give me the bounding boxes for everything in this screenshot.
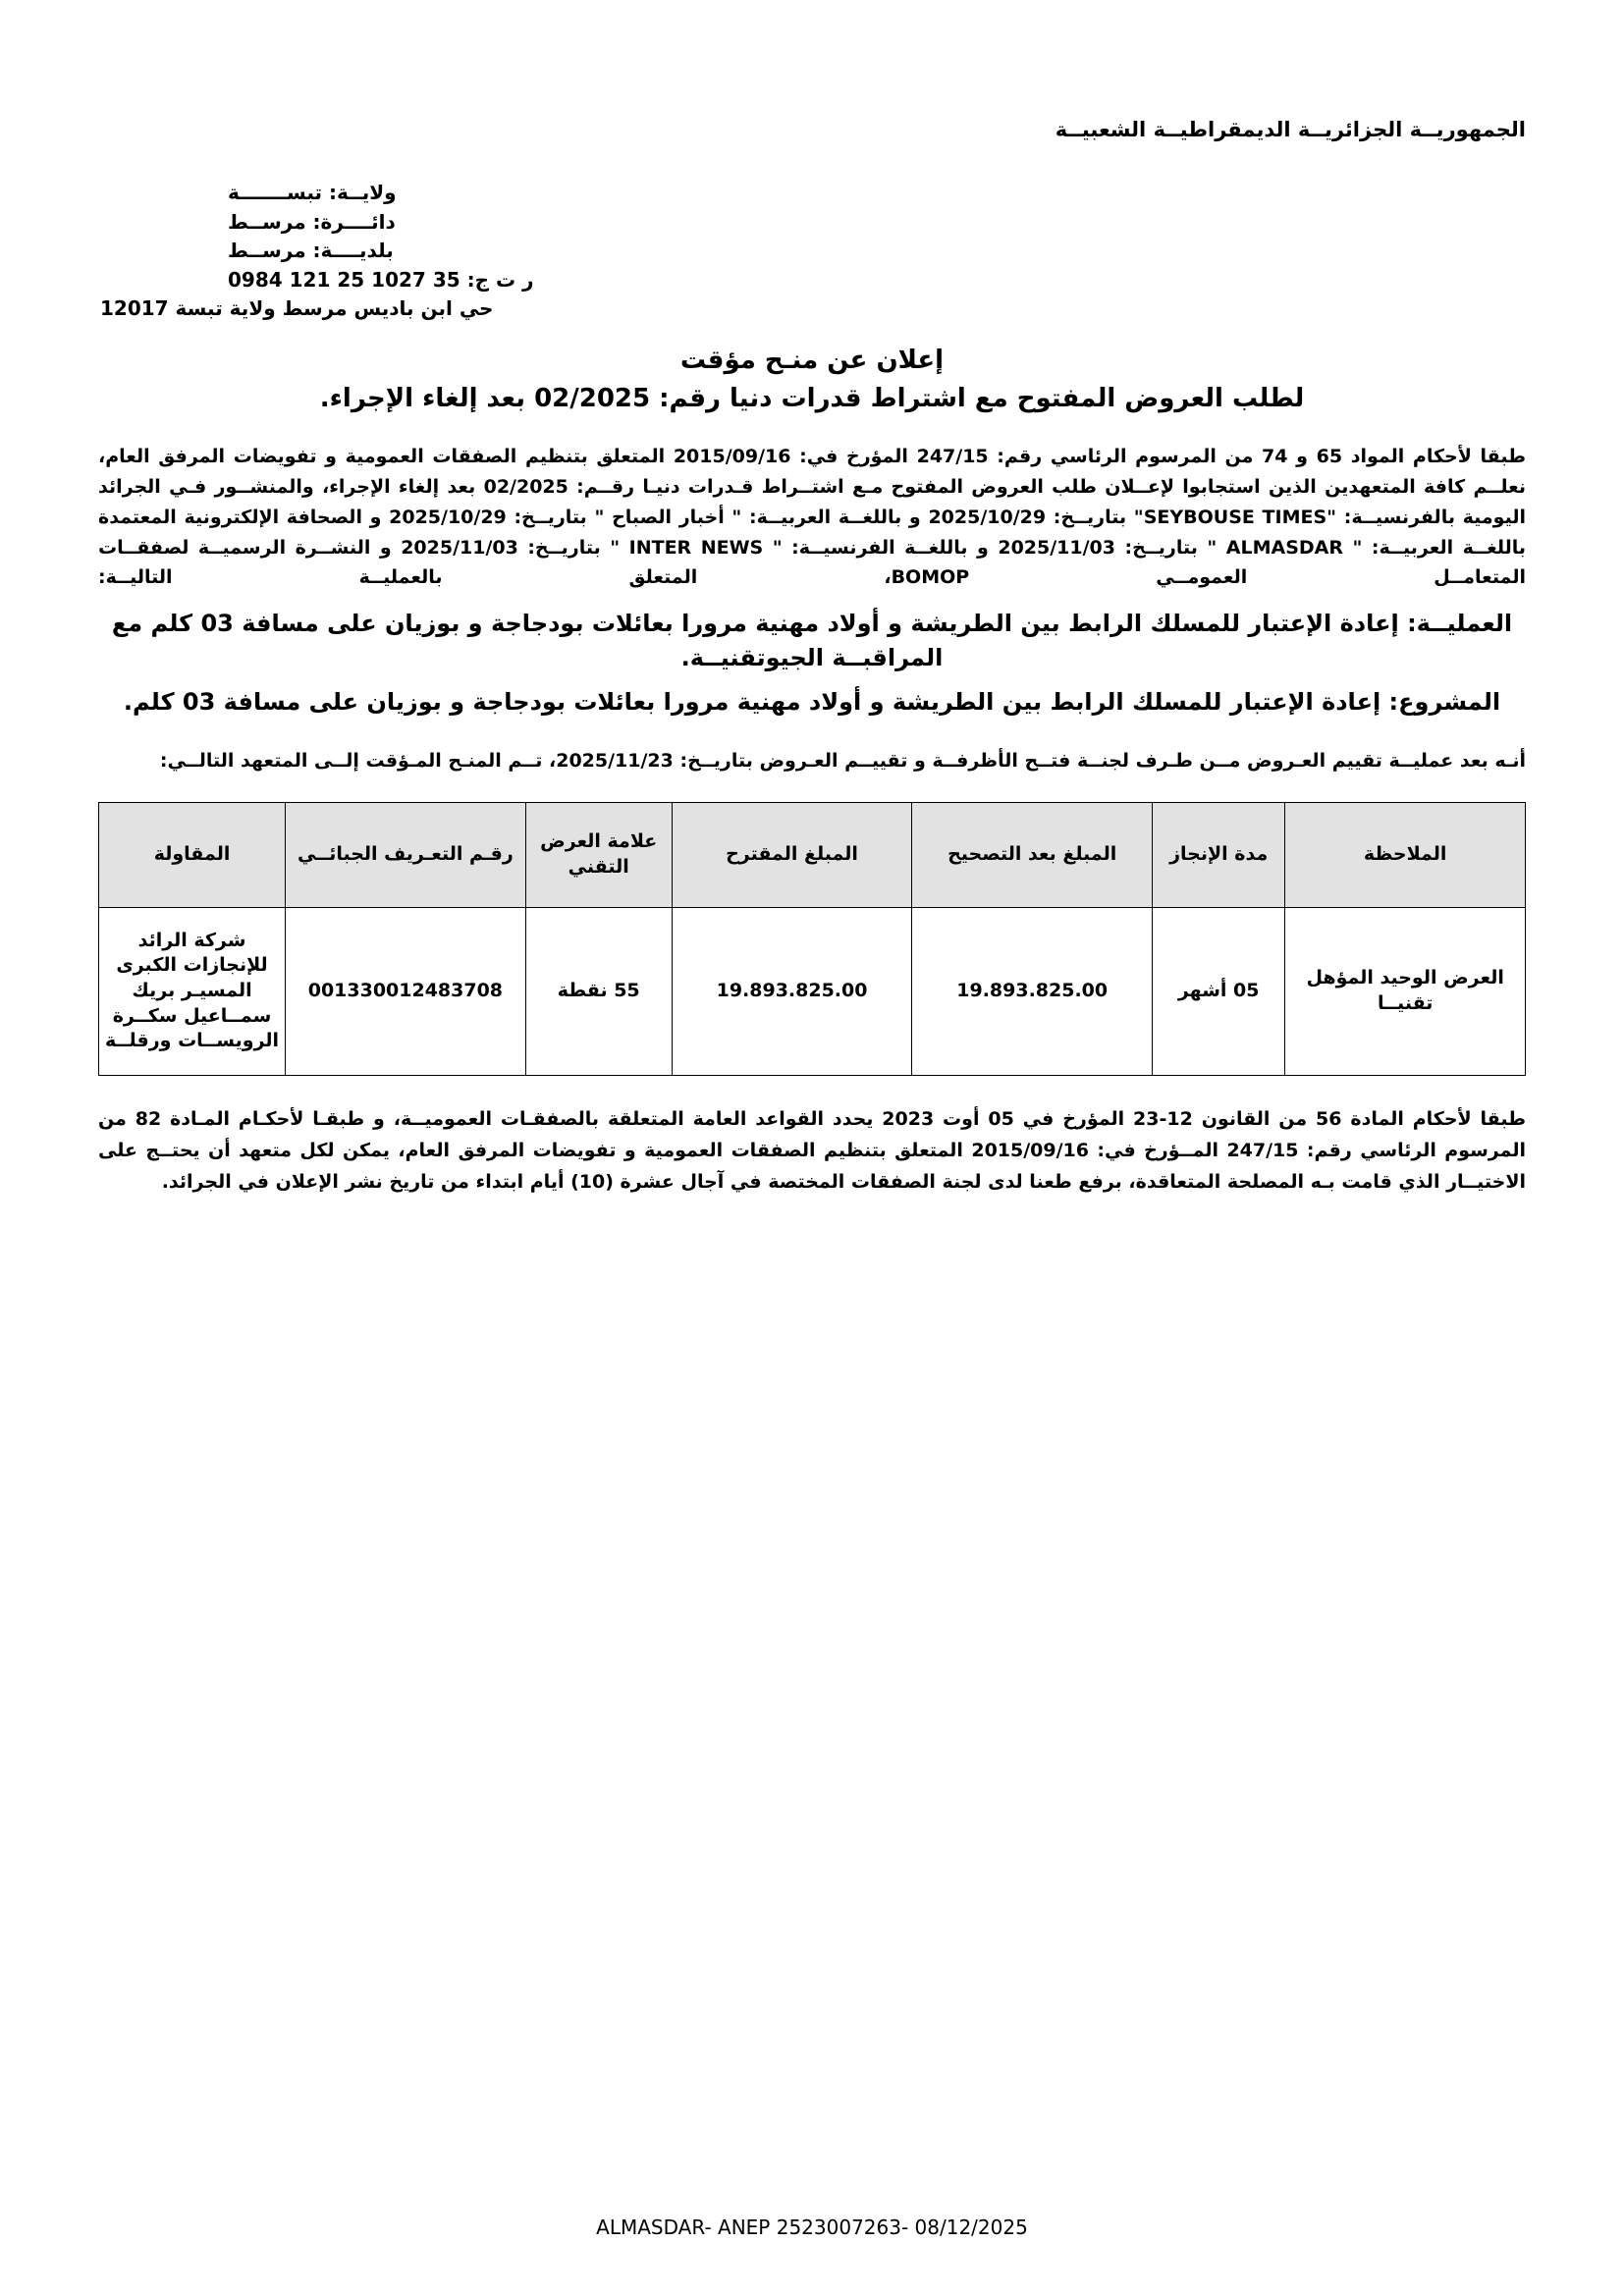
table-row — [99, 907, 1526, 1075]
column-header-duration: مدة الإنجاز — [1153, 802, 1285, 907]
cell-tax-id: 001330012483708 — [286, 907, 526, 1075]
project-paragraph: المشروع: إعادة الإعتبار للمسلك الرابط بين الطريشة و أولاد مهنية مرورا بعائلات بودجاجة و بوزيان على مسافة 03 كلم. — [123, 687, 1501, 716]
cell-company: شركة الرائد للإنجازات الكبرى المسيـر بريك سمــاعيل سكــرة الرويســات ورقلــة — [99, 907, 286, 1075]
column-header-technical-score: علامة العرض التقني — [525, 802, 672, 907]
award-intro-paragraph: أنـه بعد عمليــة تقييم العـروض مــن طـرف لجنــة فتــح الأظرفــة و تقييــم العـروض بتاريــخ: 2025/11/23، تــم المنـح المـؤقت إلــى المتعهد التالــي: — [159, 749, 1526, 772]
column-header-tax-id: رقـم التعـريف الجبائــي — [286, 802, 526, 907]
wilaya-line: ولايــة: تبســـــــة — [228, 181, 397, 204]
republic-heading: الجمهوريــة الجزائريــة الديمقراطيــة الشعبيــة — [1055, 118, 1526, 141]
baladia-line: بلديــــة: مرســط — [228, 239, 394, 263]
address-line: حي ابن باديس مرسط ولاية تبسة 12017 — [100, 296, 494, 321]
cell-proposed-amount: 19.893.825.00 — [672, 907, 912, 1075]
column-header-remark: الملاحظة — [1285, 802, 1526, 907]
administration-block — [100, 179, 1526, 324]
operation-paragraph: العمليــة: إعادة الإعتبار للمسلك الرابط بين الطريشة و أولاد مهنية مرورا بعائلات بودجاجة و بوزيان على مسافة 03 كلم مع المراقبــة الجيوتقنيــة. — [111, 610, 1513, 671]
page-footer: ALMASDAR- ANEP 2523007263- 08/12/2025 — [596, 2216, 1028, 2239]
cell-remark: العرض الوحيد المؤهل تقنيــا — [1285, 907, 1526, 1075]
trade-register-line: ر ت ج: 35 1027 25 121 0984 — [228, 267, 534, 292]
cell-amount-after-correction: 19.893.825.00 — [912, 907, 1153, 1075]
column-header-amount-after-correction: المبلغ بعد التصحيح — [912, 802, 1153, 907]
daira-line: دائــــرة: مرســط — [228, 209, 396, 234]
column-header-company: المقاولة — [99, 802, 286, 907]
table-header-row — [99, 802, 1526, 907]
appeal-notice-paragraph: طبقا لأحكام المادة 56 من القانون 12-23 المؤرخ في 05 أوت 2023 يحدد القواعد العامة المتعلقة بالصفقـات العموميــة، و طبقـا لأحكـام المـادة 82 من المرسوم الرئاسي رقم: 247/15 المــؤرخ في: 2015/09/16 المتعلق بتنظيم الصفقات العمومية و تفويضات المرفق العام، يمكن لكل متعهد أن يحتــج على الاختيــار الذي قامت بـه المصلحة المتعاقدة، برفع طعنا لدى لجنة الصفقات المختصة في آجال عشرة (10) أيام ابتداء من تاريخ نشر الإعلان في الجرائد. — [98, 1107, 1526, 1194]
cell-technical-score: 55 نقطة — [525, 907, 672, 1075]
award-table — [98, 802, 1526, 1076]
cell-duration: 05 أشهر — [1153, 907, 1285, 1075]
announcement-title: إعلان عن منـح مؤقت — [679, 345, 945, 375]
announcement-subtitle: لطلب العروض المفتوح مع اشتراط قدرات دنيا رقم: 02/2025 بعد إلغاء الإجراء. — [319, 383, 1305, 413]
intro-paragraph: طبقا لأحكام المواد 65 و 74 من المرسوم الرئاسي رقم: 247/15 المؤرخ في: 2015/09/16 المتعلق بتنظيم الصفقات العمومية و تفويضات المرفق العام، نعلــم كافة المتعهدين الذين استجابوا لإعــلان طلب العروض المفتوح مـع اشتــراط قـدرات دنيـا رقــم: 02/2025 بعد إلغاء الإجراء، والمنشــور فـي الجرائد اليومية بالفرنسيــة: "SEYBOUSE TIMES" بتاريــخ: 2025/10/29 و باللغــة العربيــة: " أخبار الصباح " بتاريــخ: 2025/10/29 و الصحافة الإلكترونية المعتمدة باللغــة العربيــة: " ALMASDAR " بتاريــخ: 2025/11/03 و باللغــة الفرنسيــة: " INTER NEWS " بتاريــخ: 2025/11/03 و النشــرة الرسميــة لصفقــات المتعامــل العمومــي BOMOP، المتعلق بالعمليــة التاليــة: — [98, 446, 1527, 589]
column-header-proposed-amount: المبلغ المقترح — [672, 802, 912, 907]
